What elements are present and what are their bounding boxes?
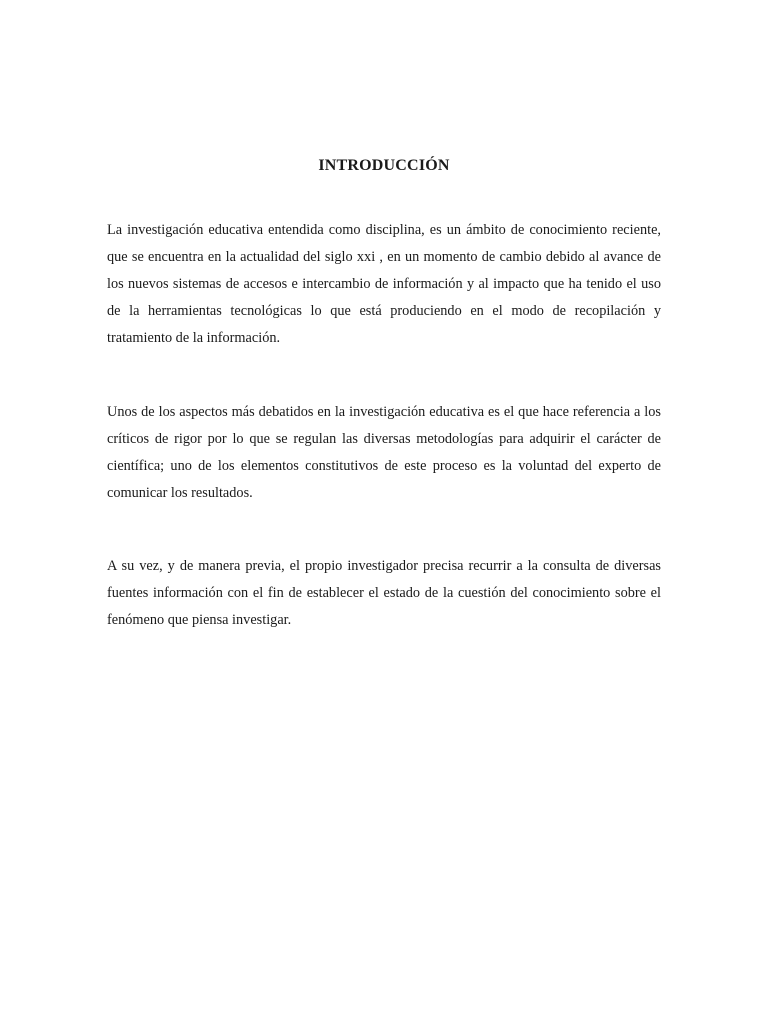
paragraph-2: Unos de los aspectos más debatidos en la investigación educativa es el que hace referencia a los críticos de rigor por lo que se regulan las diversas metodologías para adquirir el carácter de científica; uno de los elementos constitutivos de este proceso es la voluntad del experto de comunicar los resultados. (107, 404, 661, 501)
page-title: INTRODUCCIÓN (318, 157, 450, 174)
paragraph-1: La investigación educativa entendida como disciplina, es un ámbito de conocimiento reciente, que se encuentra en la actualidad del siglo xxi , en un momento de cambio debido al avance de los nuevos sistemas de accesos e intercambio de información y al impacto que ha tenido el uso de la herramientas tecnológicas lo que está produciendo en el modo de recopilación y tratamiento de la información. (107, 222, 661, 346)
paragraph-3: A su vez, y de manera previa, el propio investigador precisa recurrir a la consulta de diversas fuentes información con el fin de establecer el estado de la cuestión del conocimiento sobre el fenómeno que piensa investigar. (107, 558, 661, 628)
